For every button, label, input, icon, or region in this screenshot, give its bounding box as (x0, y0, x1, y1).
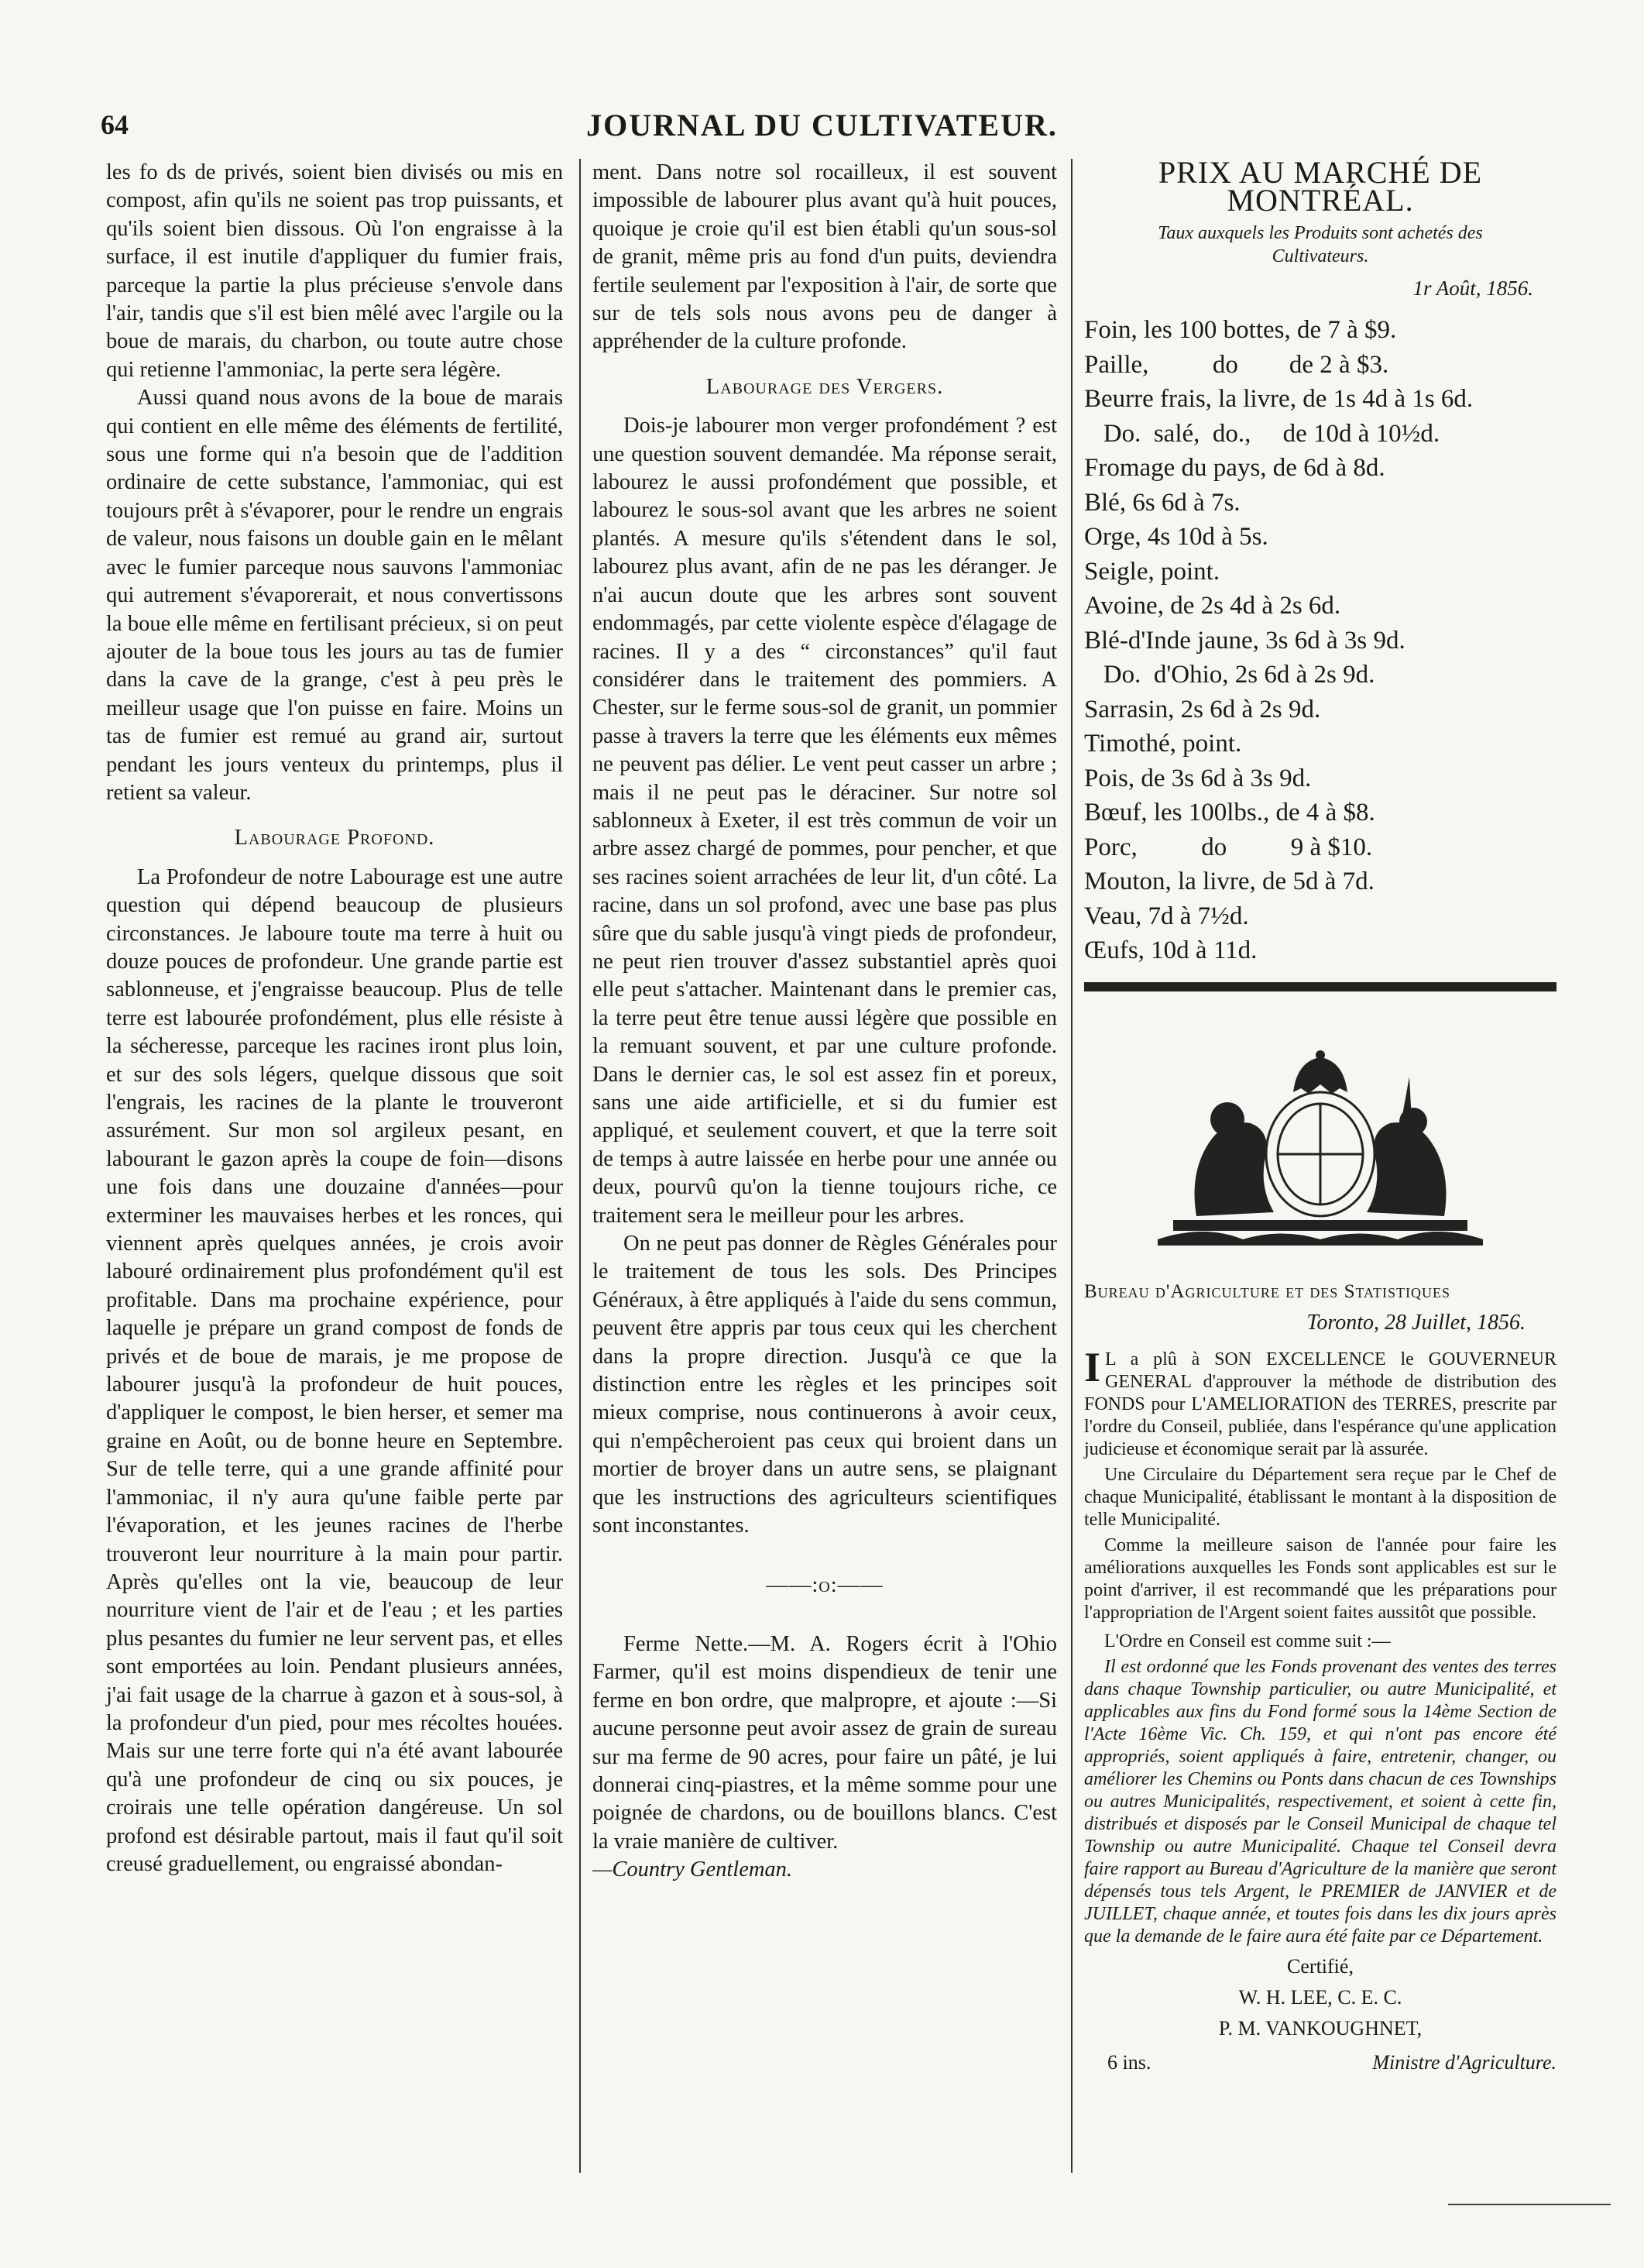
paragraph: La Profondeur de notre Labourage est une autre question qui dépend beaucoup de plusieurs circonstances. Je laboure toute ma terre à huit ou douze pouces de profondeur. Une grande partie est sablonneuse, et j'engraisse beaucoup. Plus de telle terre est labourée profondément, plus elle résiste à la sécheresse, parceque les racines iront plus loin, et sur des sols légers, quelque dissous que soit l'engrais, les racines de la plante le trouveront assurément. Sur mon sol argileux pesant, en labourant le gazon après la coupe de foin—disons une fois dans une douzaine d'années—pour exterminer les mauvaises herbes et les ronces, qui viennent après quelques années, je crois avoir labouré ordinairement plus profondément qu'il est profitable. Dans ma prochaine expérience, pour laquelle je prépare un grand compost de fonds de privés et de boue de marais, je me propose de labourer jusqu'à la profondeur de huit pouces, d'appliquer le compost, le bien herser, et semer ma graine en Août, ou de bonne heure en Septembre. Sur de telle terre, qui a une grande affinité pour l'ammoniac, il n'y aura qu'une faible perte par l'évaporation, et les jeunes racines de l'herbe trouveront leur nourriture à la main pour partir. Après qu'elles ont la vie, beaucoup de leur nourriture vient de l'air et de l'eau ; et les parties plus pesantes du fumier ne leur servent pas, et elles sont emportées au loin. Pendant plusieurs années, j'ai fait usage de la charrue à gazon et à sous-sol, à la profondeur d'un pied, pour mes récoltes houées. Mais sur une terre forte qui n'a été avant labourée qu'à une profondeur de cinq ou six pouces, je croirais une telle opération dangéreuse. Un sol profond est désirable partout, mais il faut qu'il soit creusé graduellement, ou engraissé abondan- (106, 864, 563, 1876)
price-row: Veau, 7d à 7½d. (1084, 902, 1249, 930)
price-row: Seigle, point. (1084, 557, 1220, 586)
bureau-title: Bureau d'Agriculture et des Statistiques (1084, 1280, 1451, 1302)
price-row: Bœuf, les 100lbs., de 4 à $8. (1084, 799, 1375, 827)
price-row: Paille, do de 2 à $3. (1084, 350, 1389, 379)
section-heading: Labourage Profond. (234, 826, 435, 850)
drop-cap: I (1084, 1343, 1101, 1390)
prices-title: PRIX AU MARCHÉ DE MONTRÉAL. (1158, 155, 1483, 218)
paragraph: ment. Dans notre sol rocailleux, il est souvent impossible de labourer plus avant qu'à huit pouces, quoique je croie qu'il est bien établi qu'un sous-sol de granit, même pris au fond d'un puits, deviendra fertile seulement par l'exposition à l'air, de sorte que sur de tels sols nous avons peu de danger à appréhender de la culture profonde. (592, 160, 1057, 354)
paragraph: Aussi quand nous avons de la boue de marais qui contient en elle même des éléments de fertilité, sous une forme qui n'a besoin que de l'addition ordinaire de cette substance, l'ammoniac, qui est toujours prêt à s'évaporer, pour le rendre un engrais de valeur, nous faisons un double gain en le mêlant avec le fumier parceque nous sauvons l'ammoniac qui autrement s'évaporerait, et nous convertissons la boue elle même en fertilisant précieux, si on peut ajouter de la boue tous les jours au tas de fumier dans la cave de la grange, c'est à peu près le meilleur usage que l'on puisse en faire. Moins un tas de fumier est remué au grand air, surtout pendant les jours venteux du printemps, plus il retient sa valeur. (106, 386, 563, 805)
prices-subtitle: Taux auxquels les Produits sont achetés des Cultivateurs. (1158, 222, 1483, 266)
signer-name: P. M. VANKOUGHNET, (1218, 2016, 1423, 2039)
price-row: Blé, 6s 6d à 7s. (1084, 488, 1241, 517)
paragraph: les fo ds de privés, soient bien divisés ou mis en compost, afin qu'ils ne soient pas trop puissants, et qu'ils soient bien dissous. Où l'on engraisse à la surface, il est inutile d'appliquer du fumier frais, parceque la partie la plus précieuse s'envole dans l'air, tandis que s'il est bien mêlé avec l'argile ou la boue de marais, du charbon, ou toute autre chose qui retienne l'ammoniac, la perte sera légère. (106, 160, 563, 382)
section-heading: Labourage des Vergers. (705, 374, 944, 399)
notice-paragraph: Comme la meilleure saison de l'année pour faire les améliorations auxquelles les Fonds sont applicables est sur le point d'arriver, il est recommandé que les préparations pour l'appropriation de l'Argent soient faites aussitôt que possible. (1084, 1534, 1556, 1623)
notice-paragraph: L'Ordre en Conseil est comme suit :— (1104, 1631, 1391, 1651)
attribution: —Country Gentleman. (592, 1857, 793, 1882)
price-row: Sarrasin, 2s 6d à 2s 9d. (1084, 695, 1321, 723)
prices-date: 1r Août, 1856. (1412, 276, 1533, 300)
royal-coat-of-arms-image (1142, 1046, 1498, 1247)
column-2 (592, 159, 1057, 1885)
certified-label: Certifié, (1287, 1954, 1354, 1978)
insertion-note: 6 ins. (1107, 2050, 1151, 2074)
paragraph: Ferme Nette.—M. A. Rogers écrit à l'Ohio Farmer, qu'il est moins dispendieux de tenir une ferme en bon ordre, que malpropre, et ajoute :—Si aucune personne peut avoir assez de grain de sureau sur ma ferme de 90 acres, pour faire un pâté, je lui donnerai cinq-piastres, et la même somme pour une poignée de chardons, ou de bouillons blancs. C'est la vraie manière de cultiver. (592, 1631, 1057, 1854)
price-list (1084, 313, 1556, 968)
notice-paragraph: Il est ordonné que les Fonds provenant des ventes des terres dans chaque Township particulier, ou autre Municipalité, et applicables aux fins du Fond formé sous la 14ème Section de l'Acte 16ème Vic. Ch. 159, et qui n'ont pas encore été appropriés, soient appliqués à faire, entretenir, changer, ou améliorer les Chemins ou Ponts dans chacun de ces Townships ou autres Municipalités, respectivement, et soient à cette fin, distribués et disposés par le Conseil Municipal de chaque tel Township ou autre Municipalité. Chaque tel Conseil devra faire rapport au Bureau d'Agriculture de la manière que seront dépensés tous tels Argent, le PREMIER de JANVIER et de JUILLET, chaque année, et toutes fois dans les dix jours après que la demande de le faire aura été faite par ce Département. (1084, 1656, 1556, 1947)
price-row: Œufs, 10d à 11d. (1084, 936, 1258, 965)
price-row: Mouton, la livre, de 5d à 7d. (1084, 868, 1375, 896)
price-row: Do. salé, do., de 10d à 10½d. (1084, 419, 1440, 448)
bureau-date: Toronto, 28 Juillet, 1856. (1306, 1311, 1526, 1335)
minister-title: Ministre d'Agriculture. (1372, 2050, 1556, 2074)
price-row: Timothé, point. (1084, 730, 1242, 758)
government-notice (1084, 1343, 1556, 1948)
column-rule (579, 159, 581, 2173)
journal-title: JOURNAL DU CULTIVATEUR. (586, 108, 1058, 143)
page-number: 64 (101, 109, 129, 140)
price-row: Pois, de 3s 6d à 3s 9d. (1084, 764, 1312, 792)
signature-block (1084, 1951, 1556, 2078)
section-divider (1084, 982, 1556, 991)
price-row: Orge, 4s 10d à 5s. (1084, 523, 1268, 552)
separator: ——:o:—— (766, 1572, 884, 1597)
notice-paragraph: Une Circulaire du Département sera reçue par le Chef de chaque Municipalité, établissant le montant à la disposition de telle Municipalité. (1084, 1464, 1556, 1530)
price-row: Blé-d'Inde jaune, 3s 6d à 3s 9d. (1084, 626, 1405, 655)
column-rule (1071, 159, 1073, 2173)
price-row: Beurre frais, la livre, de 1s 4d à 1s 6d. (1084, 385, 1474, 414)
footer-rule (1448, 2204, 1611, 2205)
notice-paragraph: L a plû à SON EXCELLENCE le GOUVERNEUR GENERAL d'approuver la méthode de distribution des FONDS pour L'AMELIORATION des TERRES, prescrite par l'ordre du Conseil, publiée, dans l'espérance qu'une application judicieuse et économique serait par là assurée. (1084, 1349, 1556, 1459)
price-row: Do. d'Ohio, 2s 6d à 2s 9d. (1084, 661, 1375, 689)
paragraph: On ne peut pas donner de Règles Générales pour le traitement de tous les sols. Des Principes Généraux, à être appliqués à l'aide du sens commun, peuvent être appris par tous ceux qui les cherchent dans la propre direction. Jusqu'à ce que la distinction entre les règles et les principes soit mieux comprise, nous continuerons à avoir ceux, qui n'empêcheroient pas ceux qui broient dans un mortier de broyer dans un autre sens, se plaignant que les instructions des agriculteurs scientifiques sont inconstantes. (592, 1232, 1057, 1538)
price-row: Avoine, de 2s 4d à 2s 6d. (1084, 592, 1341, 620)
price-row: Porc, do 9 à $10. (1084, 833, 1373, 861)
price-row: Fromage du pays, de 6d à 8d. (1084, 454, 1385, 483)
column-1 (106, 159, 563, 1878)
paragraph: Dois-je labourer mon verger profondément ? est une question souvent demandée. Ma réponse serait, labourez le aussi profondément que possible, et labourez le sous-sol avant que les arbres ne soient plantés. A mesure qu'ils s'étendent dans le sol, labourez plus avant, afin de ne pas les déranger. Je n'ai aucun doute que les arbres sont souvent endommagés, par cette violente espèce d'élagage de racines. Il y a des “ circonstances” qu'il faut considérer dans le traitement des pommiers. A Chester, sur le ferme sous-sol de granit, un pommier passe à travers la terre que les éléments eux mêmes ne peuvent pas délier. Le vent peut casser un arbre ; mais il ne peut pas le déraciner. Sur notre sol sablonneux à Exeter, il est très commun de voir un arbre assez chargé de pommes, pour pencher, et que ses racines soient arrachées de leur lit, d'un côté. La racine, dans un sol profond, avec une base pas plus sûre que du sable jusqu'à vingt pieds de profondeur, ne peut rien trouver d'assez substantiel après quoi elle peut s'attacher. Maintenant dans le premier cas, la terre peut être tenue aussi légère que possible en la remuant souvent, et par une culture profonde. Dans le dernier cas, le sol est assez fin et poreux, sans une aide artificielle, et si du fumier est appliqué, et seulement couvert, et que la terre soit de temps à autre laissée en herbe pour une année ou deux, pourvû qu'on la tienne toujours riche, ce traitement sera le meilleur pour les arbres. (592, 414, 1057, 1228)
price-row: Foin, les 100 bottes, de 7 à $9. (1084, 316, 1397, 345)
column-3 (1084, 155, 1556, 2078)
signer-name: W. H. LEE, C. E. C. (1238, 1985, 1402, 2009)
